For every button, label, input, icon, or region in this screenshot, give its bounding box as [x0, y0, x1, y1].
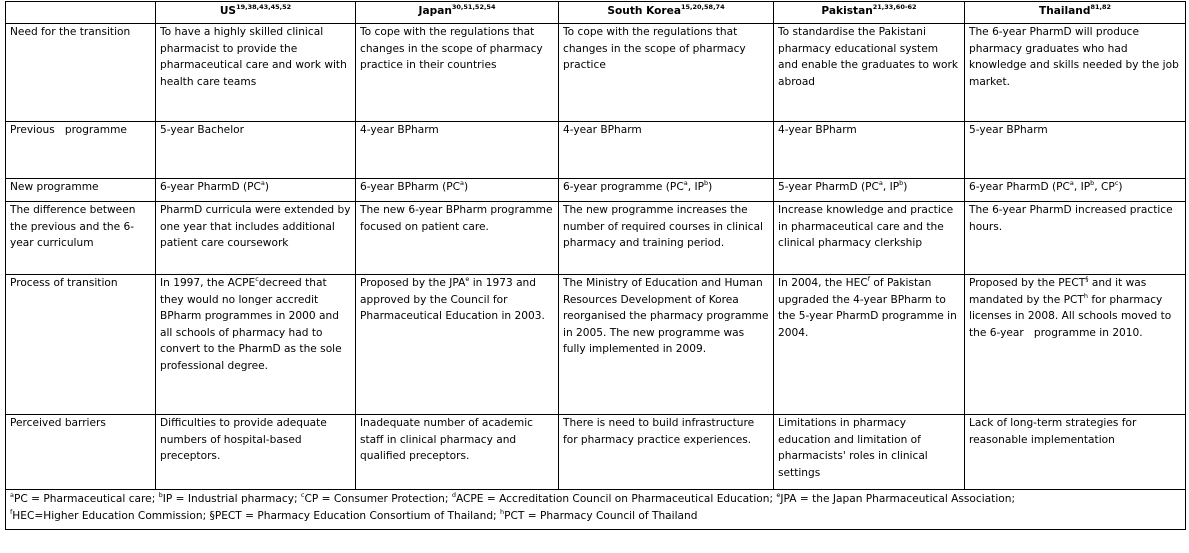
row-need-for-transition	[6, 24, 1186, 122]
header-empty-cell	[6, 2, 156, 24]
cell-thailand: 6-year PharmD ($PC^a$, $IP^b$, $CP^c$)	[965, 179, 1186, 202]
cell-thailand: The 6-year PharmD increased practice hours.	[965, 202, 1186, 275]
header-south-korea: South Korea$^{15,20,58,74}$	[559, 2, 774, 24]
cell-us: Difficulties to provide adequate numbers of hospital-based preceptors.	[156, 415, 356, 490]
cell-south-korea: To cope with the regulations that changes in the scope of pharmacy practice	[559, 24, 774, 122]
row-label: Process of transition	[6, 275, 156, 415]
cell-us: 6-year PharmD $(PC^a)$	[156, 179, 356, 202]
cell-japan: 6-year BPharm $(PC^a)$	[356, 179, 559, 202]
cell-south-korea: The new programme increases the number of required courses in clinical pharmacy and training period.	[559, 202, 774, 275]
cell-pakistan: Limitations in pharmacy education and limitation of pharmacists' roles in clinical settings	[774, 415, 965, 490]
cell-japan: The new 6-year BPharm programme focused on patient care.	[356, 202, 559, 275]
footnote: $^a$PC = Pharmaceutical care; $^b$IP = Industrial pharmacy; $^c$CP = Consumer Protection; $^d$ACPE = Accreditation Council on Pharmaceutical Education; $^e$JPA = the Japan Pharmaceutical Association; $^f$HEC=Higher Education Commission; §PECT = Pharmacy Education Consortium of Thailand; $^h$PCT = Pharmacy Council of Thailand	[6, 490, 1186, 530]
cell-japan: To cope with the regulations that changes in the scope of pharmacy practice in their countries	[356, 24, 559, 122]
cell-pakistan: In 2004, the HEC$^f$ of Pakistan upgraded the 4-year BPharm to the 5-year PharmD programme in 2004.	[774, 275, 965, 415]
cell-us: In 1997, the ACPE$^c$decreed that they would no longer accredit BPharm programmes in 2000 and all schools of pharmacy had to convert to the PharmD as the sole professional degree.	[156, 275, 356, 415]
cell-pakistan: 4-year BPharm	[774, 122, 965, 179]
row-label: Perceived barriers	[6, 415, 156, 490]
cell-south-korea: The Ministry of Education and Human Resources Development of Korea reorganised the pharmacy programme in 2005. The new programme was fully implemented in 2009.	[559, 275, 774, 415]
row-perceived-barriers	[6, 415, 1186, 490]
cell-japan: Inadequate number of academic staff in clinical pharmacy and qualified preceptors.	[356, 415, 559, 490]
cell-south-korea: There is need to build infrastructure for pharmacy practice experiences.	[559, 415, 774, 490]
row-process-of-transition	[6, 275, 1186, 415]
cell-us: 5-year Bachelor	[156, 122, 356, 179]
row-difference	[6, 202, 1186, 275]
header-row	[6, 2, 1186, 24]
header-pakistan: Pakistan$^{21,33,60-62}$	[774, 2, 965, 24]
cell-thailand: Proposed by the PECT§ and it was mandated by the PCT$^h$ for pharmacy licenses in 2008. All schools moved to the 6-year programme in 2010.	[965, 275, 1186, 415]
cell-us: To have a highly skilled clinical pharmacist to provide the pharmaceutical care and work with health care teams	[156, 24, 356, 122]
transition-table	[5, 1, 1186, 530]
footnote-row	[6, 490, 1186, 530]
row-label: Previous programme	[6, 122, 156, 179]
row-label: New programme	[6, 179, 156, 202]
cell-south-korea: 6-year programme ($PC^a$, $IP^b$)	[559, 179, 774, 202]
row-label: The difference between the previous and the 6-year curriculum	[6, 202, 156, 275]
cell-thailand: 5-year BPharm	[965, 122, 1186, 179]
cell-thailand: Lack of long-term strategies for reasonable implementation	[965, 415, 1186, 490]
row-label: Need for the transition	[6, 24, 156, 122]
row-previous-programme	[6, 122, 1186, 179]
header-japan: Japan$^{30,51,52,54}$	[356, 2, 559, 24]
cell-pakistan: To standardise the Pakistani pharmacy educational system and enable the graduates to work abroad	[774, 24, 965, 122]
cell-south-korea: 4-year BPharm	[559, 122, 774, 179]
row-new-programme	[6, 179, 1186, 202]
cell-thailand: The 6-year PharmD will produce pharmacy graduates who had knowledge and skills needed by the job market.	[965, 24, 1186, 122]
cell-pakistan: 5-year PharmD ($PC^a$, $IP^b$)	[774, 179, 965, 202]
header-thailand: Thailand$^{81,82}$	[965, 2, 1186, 24]
cell-japan: Proposed by the JPA$^e$ in 1973 and approved by the Council for Pharmaceutical Education in 2003.	[356, 275, 559, 415]
header-us: US$^{19,38,43,45,52}$	[156, 2, 356, 24]
cell-japan: 4-year BPharm	[356, 122, 559, 179]
cell-pakistan: Increase knowledge and practice in pharmaceutical care and the clinical pharmacy clerkship	[774, 202, 965, 275]
cell-us: PharmD curricula were extended by one year that includes additional patient care coursework	[156, 202, 356, 275]
